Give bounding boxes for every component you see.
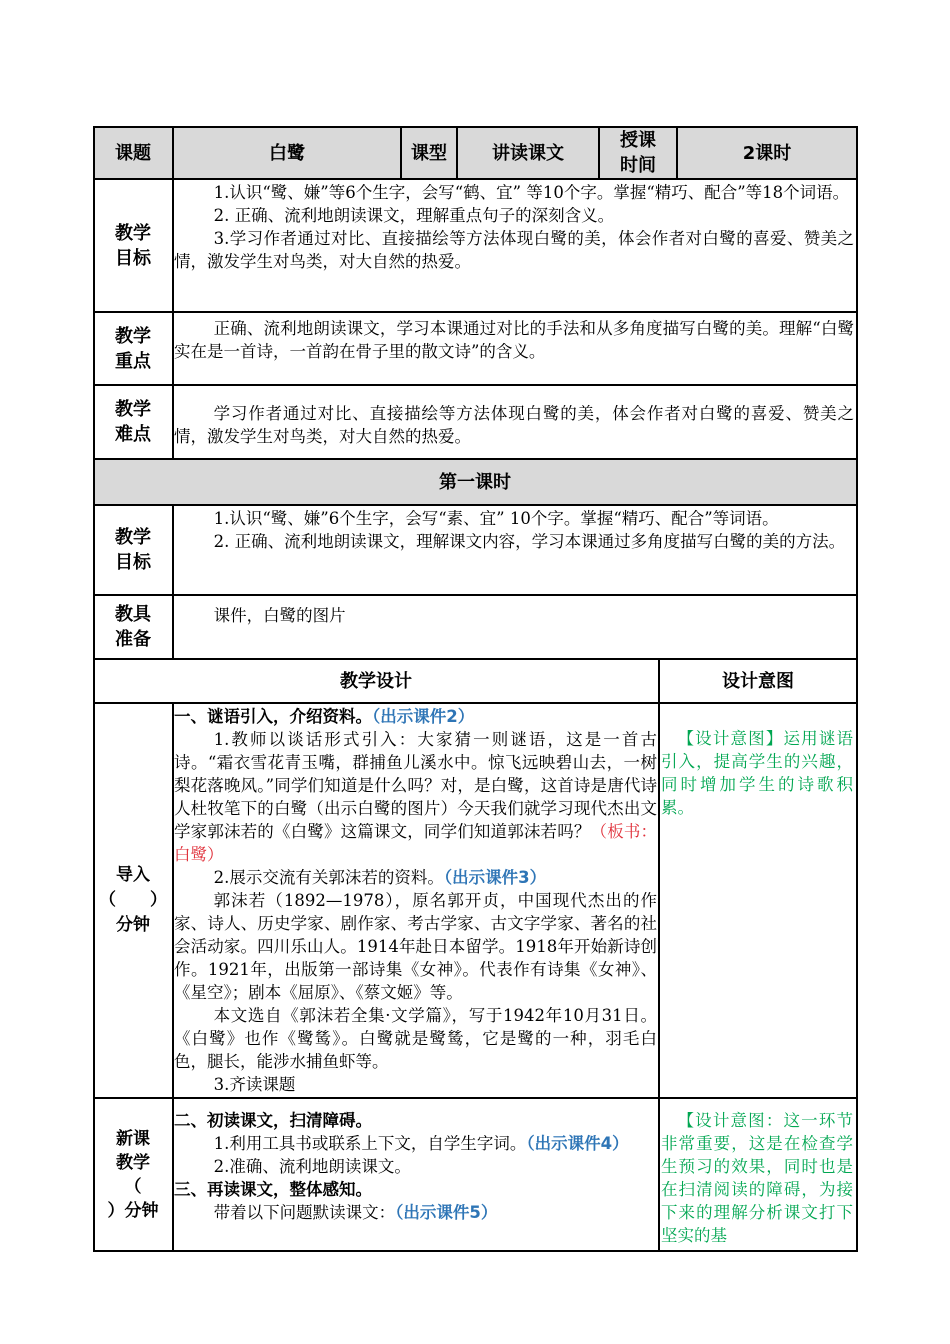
intro-intent: [661, 727, 853, 819]
goal-line-1: 1.认识“鹭、嫌”等6个生字，会写“鹤、宜” 等10个字。掌握“精巧、配合”等18个词语。: [213, 183, 850, 202]
label-topic: 课题: [115, 142, 151, 164]
intro-heading-text: 一、谜语引入，介绍资料。: [174, 707, 372, 726]
type-value: 讲读课文: [492, 142, 564, 164]
intro-heading: [174, 705, 657, 728]
lesson1-title: 第一课时: [439, 471, 511, 493]
intro-label: 导入 （ ） 分钟: [99, 865, 167, 935]
goal-line-3: 3.学习作者通过对比、直接描绘等方法体现白鹭的美，体会作者对白鹭的喜爱、赞美之情，激发学生对鸟类，对大自然的热爱。: [174, 229, 854, 271]
new-lesson-p3: [174, 1201, 657, 1224]
p1-text: 1.利用工具书或联系上下文，自学生字词。: [213, 1134, 527, 1153]
intro-p1-text: 1.教师以谈话形式引入：大家猜一则谜语，这是一首古诗。“霜衣雪花青玉嘴，群捕鱼儿溪水中。惊飞远映碧山去，一树梨花落晚风。”同学们知道是什么吗？对，是白鹭，这首诗是唐代诗人杜牧笔下的白鹭（出示白鹭的图片）今天我们就学习现代杰出文学家郭沫若的《白鹭》这篇课文，同学们知道郭沫若吗？: [174, 730, 657, 841]
label-type: 课型: [411, 142, 447, 164]
new-lesson-content: [174, 1109, 657, 1249]
lesson1-goals-content: [174, 507, 854, 553]
key-points-text: 正确、流利地朗读课文，学习本课通过对比的手法和从多角度描写白鹭的美。理解“白鹭实在是一首诗，一首韵在骨子里的散文诗”的含义。: [174, 319, 854, 361]
p3-text: 带着以下问题默读课文：: [213, 1203, 396, 1222]
intro-heading-note: （出示课件2）: [372, 707, 475, 726]
heading1-text: 二、初读课文，扫清障碍。: [174, 1111, 372, 1130]
design-header-right: 设计意图: [722, 670, 794, 692]
lesson1-goal-1: 1.认识“鹭、嫌”6个生字，会写“素、宜” 10个字。掌握“精巧、配合”等词语。: [213, 509, 779, 528]
lesson1-goals-label: 教学 目标: [115, 527, 151, 573]
hours-value: 2课时: [742, 142, 792, 164]
label-hours: 授课 时间: [620, 130, 656, 176]
goal-line-2: 2. 正确、流利地朗读课文，理解重点句子的深刻含义。: [213, 206, 615, 225]
intro-p4: 本文选自《郭沫若全集·文学篇》，写于1942年10月31日。《白鹭》也作《鹭鸶》。白鹭就是鹭鸶，它是鹭的一种，羽毛白色，腿长，能涉水捕鱼虾等。: [174, 1006, 657, 1071]
new-lesson-intent: [661, 1109, 853, 1249]
tools-text: 课件，白鹭的图片: [213, 606, 346, 625]
intro-p2-note: （出示课件3）: [443, 868, 547, 887]
goals-content: [174, 181, 854, 273]
intro-p1: [174, 728, 657, 866]
intro-content: [174, 705, 657, 1096]
new-lesson-p1: [174, 1132, 657, 1155]
heading2-text: 三、再读课文，整体感知。: [174, 1180, 372, 1199]
intro-p2-text: 2.展示交流有关郭沫若的资料。: [213, 868, 444, 887]
difficulties-content: [174, 402, 854, 448]
lesson1-goal-2: 2. 正确、流利地朗读课文，理解课文内容，学习本课通过多角度描写白鹭的美的方法。: [213, 532, 846, 551]
p3-note: （出示课件5）: [395, 1203, 498, 1222]
intro-board-note: （板书：白鹭）: [174, 822, 658, 864]
new-lesson-heading2: [174, 1178, 657, 1201]
key-points-content: [174, 317, 854, 363]
difficulties-label: 教学 难点: [115, 399, 151, 445]
key-points-label: 教学 重点: [115, 325, 151, 372]
intro-p5: 3.齐读课题: [213, 1075, 296, 1094]
topic-value: 白鹭: [269, 142, 305, 164]
tools-label: 教具 准备: [115, 604, 151, 650]
tools-content: [174, 604, 854, 627]
difficulties-text: 学习作者通过对比、直接描绘等方法体现白鹭的美，体会作者对白鹭的喜爱、赞美之情，激发学生对鸟类，对大自然的热爱。: [174, 404, 854, 446]
new-lesson-heading1: [174, 1109, 657, 1132]
p1-note: （出示课件4）: [526, 1134, 629, 1153]
intro-intent-text: 【设计意图】运用谜语引入，提高学生的兴趣，同时增加学生的诗歌积累。: [661, 729, 853, 817]
new-lesson-intent-text: 【设计意图：这一环节非常重要，这是在检查学生预习的效果，同时也是在扫清阅读的障碍，为接下来的理解分析课文打下坚实的基: [661, 1111, 853, 1245]
intro-p2: [174, 866, 657, 889]
new-lesson-p2: 2.准确、流利地朗读课文。: [213, 1157, 411, 1176]
design-header-left: 教学设计: [340, 670, 412, 692]
goals-label: 教学 目标: [115, 222, 151, 269]
new-lesson-label: 新课 教学 （ ）分钟: [107, 1128, 159, 1221]
intro-p3: 郭沫若（1892—1978），原名郭开贞，中国现代杰出的作家、诗人、历史学家、剧作家、考古学家、古文字学家、著名的社会活动家。四川乐山人。1914年赴日本留学。1918年开始新诗创作。1921年，出版第一部诗集《女神》。代表作有诗集《女神》、《星空》；剧本《屈原》、《蔡文姬》等。: [174, 891, 657, 1002]
